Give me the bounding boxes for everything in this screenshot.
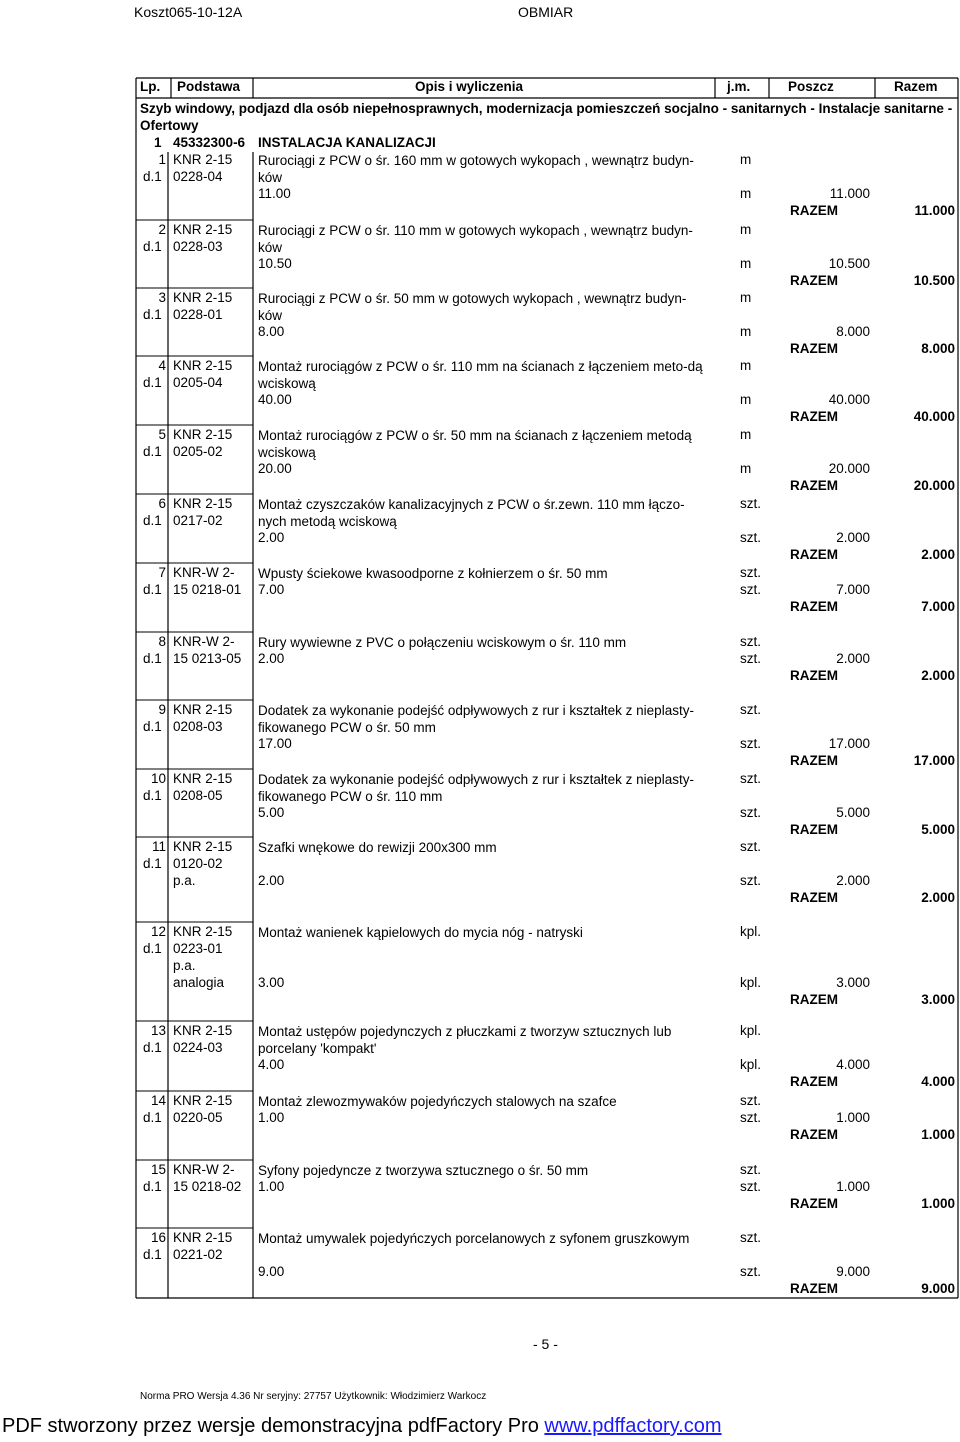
item-calc-value: 3.00 [258, 975, 285, 990]
item-description: Montaż czyszczaków kanalizacyjnych z PCW o śr.zewn. 110 mm łączo-nych metodą wciskową [258, 497, 685, 529]
item-sub: d.1 [143, 444, 162, 459]
item-base-line: 0221-02 [173, 1247, 223, 1262]
item-unit: szt. [740, 702, 762, 717]
item-base-line: KNR-W 2- [173, 1162, 235, 1177]
item-description: Montaż ustępów pojedynczych z płuczkami z tworzyw sztucznych lub porcelany 'kompakt' [258, 1024, 672, 1056]
item-description: Montaż rurociągów z PCW o śr. 50 mm na ścianach z łączeniem metodą wciskową [258, 428, 692, 460]
item-unit: szt. [740, 565, 762, 580]
item-base-line: KNR 2-15 [173, 1230, 233, 1245]
item-base-line: KNR 2-15 [173, 358, 233, 373]
item-number: 12 [150, 924, 166, 939]
item-number: 8 [158, 634, 166, 649]
item-unit: szt. [740, 496, 762, 511]
item-calc-value: 8.00 [258, 324, 285, 339]
item-base-line: 0224-03 [173, 1040, 223, 1055]
item-base-line: 0217-02 [173, 513, 223, 528]
item-razem-label: RAZEM [790, 890, 838, 905]
item-base-line: KNR 2-15 [173, 152, 233, 167]
item-razem-value: 17.000 [913, 753, 955, 768]
item-description: Dodatek za wykonanie podejść odpływowych z rur i kształtek z nieplasty-fikowanego PCW o śr. 110 mm [258, 772, 694, 804]
footer-pdf-text: PDF stworzony przez wersje demonstracyjna pdfFactory Pro [2, 1415, 545, 1437]
item-base-line: KNR 2-15 [173, 427, 233, 442]
item-calc-unit: szt. [740, 1179, 762, 1194]
document-title: Koszt065-10-12A [134, 4, 243, 20]
item-number: 4 [158, 358, 166, 373]
item-calc-unit: m [740, 461, 752, 476]
col-header-podstawa: Podstawa [177, 79, 241, 94]
item-unit: m [740, 358, 752, 373]
item-number: 10 [150, 771, 166, 786]
item-poszcz: 1.000 [836, 1110, 870, 1125]
item-base-line: KNR 2-15 [173, 1093, 233, 1108]
item-sub: d.1 [143, 169, 162, 184]
item-razem-label: RAZEM [790, 1127, 838, 1142]
item-razem-value: 5.000 [921, 822, 955, 837]
item-sub: d.1 [143, 307, 162, 322]
item-razem-label: RAZEM [790, 822, 838, 837]
col-header-jm: j.m. [727, 79, 751, 94]
footer-norma: Norma PRO Wersja 4.36 Nr seryjny: 27757 Użytkownik: Włodzimierz Warkocz [140, 1391, 487, 1402]
item-calc-unit: szt. [740, 805, 762, 820]
item-poszcz: 2.000 [836, 873, 870, 888]
item-base-line: 15 0218-02 [173, 1179, 242, 1194]
item-base-line: KNR 2-15 [173, 222, 233, 237]
item-description: Rurociągi z PCW o śr. 50 mm w gotowych wykopach , wewnątrz budyn-ków [258, 291, 687, 323]
item-sub: d.1 [143, 788, 162, 803]
item-poszcz: 17.000 [828, 736, 870, 751]
item-description: Rurociągi z PCW o śr. 110 mm w gotowych wykopach , wewnątrz budyn-ków [258, 223, 693, 255]
item-poszcz: 11.000 [829, 186, 870, 201]
item-base-line: 0208-03 [173, 719, 223, 734]
item-number: 5 [158, 427, 166, 442]
item-sub: d.1 [143, 941, 162, 956]
item-razem-label: RAZEM [790, 1196, 838, 1211]
item-base-line: 0223-01 [173, 941, 223, 956]
item-number: 2 [158, 222, 166, 237]
item-calc-value: 7.00 [258, 582, 285, 597]
item-base-line: 0120-02 [173, 856, 223, 871]
item-poszcz: 9.000 [836, 1264, 870, 1279]
item-calc-value: 10.50 [258, 256, 292, 271]
item-base-line: 0228-03 [173, 239, 223, 254]
item-base-line: KNR 2-15 [173, 924, 233, 939]
item-description: Montaż zlewozmywaków pojedyńczych stalowych na szafce [258, 1094, 617, 1109]
item-calc-unit: szt. [740, 736, 762, 751]
item-base-line: KNR 2-15 [173, 771, 233, 786]
item-number: 16 [150, 1230, 166, 1245]
item-calc-unit: m [740, 324, 752, 339]
item-sub: d.1 [143, 1247, 162, 1262]
item-razem-value: 40.000 [913, 409, 955, 424]
item-base-line: 0208-05 [173, 788, 223, 803]
item-calc-unit: szt. [740, 1264, 762, 1279]
item-razem-label: RAZEM [790, 1074, 838, 1089]
item-unit: szt. [740, 1093, 762, 1108]
item-calc-unit: m [740, 256, 752, 271]
item-razem-value: 3.000 [921, 992, 955, 1007]
item-razem-value: 2.000 [921, 547, 955, 562]
item-calc-value: 4.00 [258, 1057, 285, 1072]
item-calc-value: 5.00 [258, 805, 285, 820]
item-calc-value: 20.00 [258, 461, 292, 476]
item-number: 7 [158, 565, 166, 580]
item-unit: kpl. [740, 1023, 762, 1038]
item-number: 1 [158, 152, 166, 167]
item-number: 13 [150, 1023, 166, 1038]
item-razem-value: 4.000 [921, 1074, 955, 1089]
item-base-line: KNR 2-15 [173, 290, 233, 305]
item-number: 3 [158, 290, 166, 305]
item-unit: szt. [740, 771, 762, 786]
item-calc-unit: m [740, 186, 752, 201]
item-unit: m [740, 290, 752, 305]
item-razem-label: RAZEM [790, 753, 838, 768]
item-poszcz: 20.000 [828, 461, 870, 476]
item-razem-value: 2.000 [921, 668, 955, 683]
item-poszcz: 1.000 [836, 1179, 870, 1194]
document-type: OBMIAR [518, 4, 574, 20]
item-razem-label: RAZEM [790, 547, 838, 562]
col-header-razem: Razem [894, 79, 938, 94]
item-calc-value: 40.00 [258, 392, 292, 407]
item-razem-value: 7.000 [921, 599, 955, 614]
item-base-line: KNR 2-15 [173, 496, 233, 511]
item-sub: d.1 [143, 1110, 162, 1125]
item-number: 11 [151, 839, 166, 854]
item-sub: d.1 [143, 239, 162, 254]
item-razem-label: RAZEM [790, 1281, 838, 1296]
item-razem-value: 20.000 [913, 478, 955, 493]
item-sub: d.1 [143, 1179, 162, 1194]
item-unit: szt. [740, 634, 762, 649]
item-calc-unit: kpl. [740, 975, 762, 990]
item-base-line: 15 0218-01 [173, 582, 242, 597]
item-poszcz: 7.000 [836, 582, 870, 597]
item-poszcz: 4.000 [836, 1057, 870, 1072]
item-number: 9 [158, 702, 166, 717]
item-razem-value: 9.000 [921, 1281, 955, 1296]
subsection-code: 45332300-6 [173, 135, 246, 150]
page-number: - 5 - [533, 1336, 558, 1352]
item-unit: szt. [740, 1230, 762, 1245]
item-description: Szafki wnękowe do rewizji 200x300 mm [258, 840, 497, 855]
item-sub: d.1 [143, 513, 162, 528]
item-base-line: 0228-04 [173, 169, 223, 184]
item-sub: d.1 [143, 1040, 162, 1055]
item-poszcz: 10.500 [828, 256, 870, 271]
item-unit: szt. [740, 839, 762, 854]
item-unit: m [740, 152, 752, 167]
item-description: Montaż umywalek pojedyńczych porcelanowych z syfonem gruszkowym [258, 1231, 690, 1246]
item-base-line: p.a. [173, 958, 196, 973]
item-razem-label: RAZEM [790, 478, 838, 493]
item-number: 6 [158, 496, 166, 511]
item-poszcz: 2.000 [836, 530, 870, 545]
item-number: 14 [150, 1093, 166, 1108]
item-calc-value: 2.00 [258, 530, 285, 545]
item-razem-label: RAZEM [790, 599, 838, 614]
item-razem-label: RAZEM [790, 668, 838, 683]
item-description: Rury wywiewne z PVC o połączeniu wciskowym o śr. 110 mm [258, 635, 627, 650]
item-base-line: KNR-W 2- [173, 565, 235, 580]
item-base-line: KNR 2-15 [173, 702, 233, 717]
item-razem-value: 1.000 [921, 1196, 955, 1211]
footer-pdf [2, 1415, 722, 1438]
item-poszcz: 2.000 [836, 651, 870, 666]
col-header-lp: Lp. [140, 79, 161, 94]
item-base-line: 0220-05 [173, 1110, 223, 1125]
item-calc-unit: szt. [740, 873, 762, 888]
item-razem-value: 1.000 [921, 1127, 955, 1142]
item-description: Montaż wanienek kąpielowych do mycia nóg - natryski [258, 925, 583, 940]
item-unit: kpl. [740, 924, 762, 939]
item-sub: d.1 [143, 375, 162, 390]
item-description: Wpusty ściekowe kwasoodporne z kołnierzem o śr. 50 mm [258, 566, 608, 581]
item-number: 15 [150, 1162, 166, 1177]
item-calc-value: 9.00 [258, 1264, 285, 1279]
item-sub: d.1 [143, 582, 162, 597]
item-base-line: 0228-01 [173, 307, 223, 322]
item-sub: d.1 [143, 719, 162, 734]
item-poszcz: 5.000 [836, 805, 870, 820]
item-calc-unit: kpl. [740, 1057, 762, 1072]
item-calc-unit: szt. [740, 530, 762, 545]
item-unit: szt. [740, 1162, 762, 1177]
item-description: Syfony pojedyncze z tworzywa sztucznego o śr. 50 mm [258, 1163, 589, 1178]
item-unit: m [740, 222, 752, 237]
item-razem-label: RAZEM [790, 273, 838, 288]
item-razem-value: 11.000 [914, 203, 955, 218]
subsection-name: INSTALACJA KANALIZACJI [258, 135, 436, 150]
footer-pdf-link[interactable]: www.pdffactory.com [544, 1415, 722, 1437]
item-base-line: KNR-W 2- [173, 634, 235, 649]
item-poszcz: 3.000 [836, 975, 870, 990]
item-base-line: KNR 2-15 [173, 1023, 233, 1038]
item-sub: d.1 [143, 651, 162, 666]
item-calc-unit: m [740, 392, 752, 407]
item-razem-value: 10.500 [913, 273, 955, 288]
item-calc-value: 17.00 [258, 736, 292, 751]
item-description: Montaż rurociągów z PCW o śr. 110 mm na ścianach z łączeniem meto-dą wciskową [258, 359, 703, 391]
item-description: Rurociągi z PCW o śr. 160 mm w gotowych wykopach , wewnątrz budyn-ków [258, 153, 694, 185]
item-base-line: 0205-04 [173, 375, 223, 390]
item-unit: m [740, 427, 752, 442]
item-razem-label: RAZEM [790, 203, 838, 218]
item-razem-label: RAZEM [790, 341, 838, 356]
item-razem-value: 8.000 [921, 341, 955, 356]
item-calc-value: 2.00 [258, 651, 285, 666]
item-base-line: 0205-02 [173, 444, 223, 459]
item-razem-label: RAZEM [790, 409, 838, 424]
item-base-line: analogia [173, 975, 225, 990]
item-poszcz: 40.000 [828, 392, 870, 407]
item-base-line: p.a. [173, 873, 196, 888]
col-header-poszcz: Poszcz [788, 79, 834, 94]
item-razem-label: RAZEM [790, 992, 838, 1007]
item-calc-unit: szt. [740, 651, 762, 666]
subsection-number: 1 [154, 135, 162, 150]
section-title: Szyb windowy, podjazd dla osób niepełnosprawnych, modernizacja pomieszczeń socjalno - sanitarnych - Instalacje sanitarne - Ofertowy [140, 101, 953, 133]
item-base-line: KNR 2-15 [173, 839, 233, 854]
item-razem-value: 2.000 [921, 890, 955, 905]
item-calc-value: 1.00 [258, 1179, 285, 1194]
item-calc-value: 1.00 [258, 1110, 285, 1125]
item-poszcz: 8.000 [836, 324, 870, 339]
col-header-opis: Opis i wyliczenia [415, 79, 524, 94]
item-calc-value: 11.00 [258, 186, 291, 201]
item-base-line: 15 0213-05 [173, 651, 242, 666]
item-sub: d.1 [143, 856, 162, 871]
item-calc-value: 2.00 [258, 873, 285, 888]
item-description: Dodatek za wykonanie podejść odpływowych z rur i kształtek z nieplasty-fikowanego PCW o śr. 50 mm [258, 703, 694, 735]
item-calc-unit: szt. [740, 582, 762, 597]
item-calc-unit: szt. [740, 1110, 762, 1125]
